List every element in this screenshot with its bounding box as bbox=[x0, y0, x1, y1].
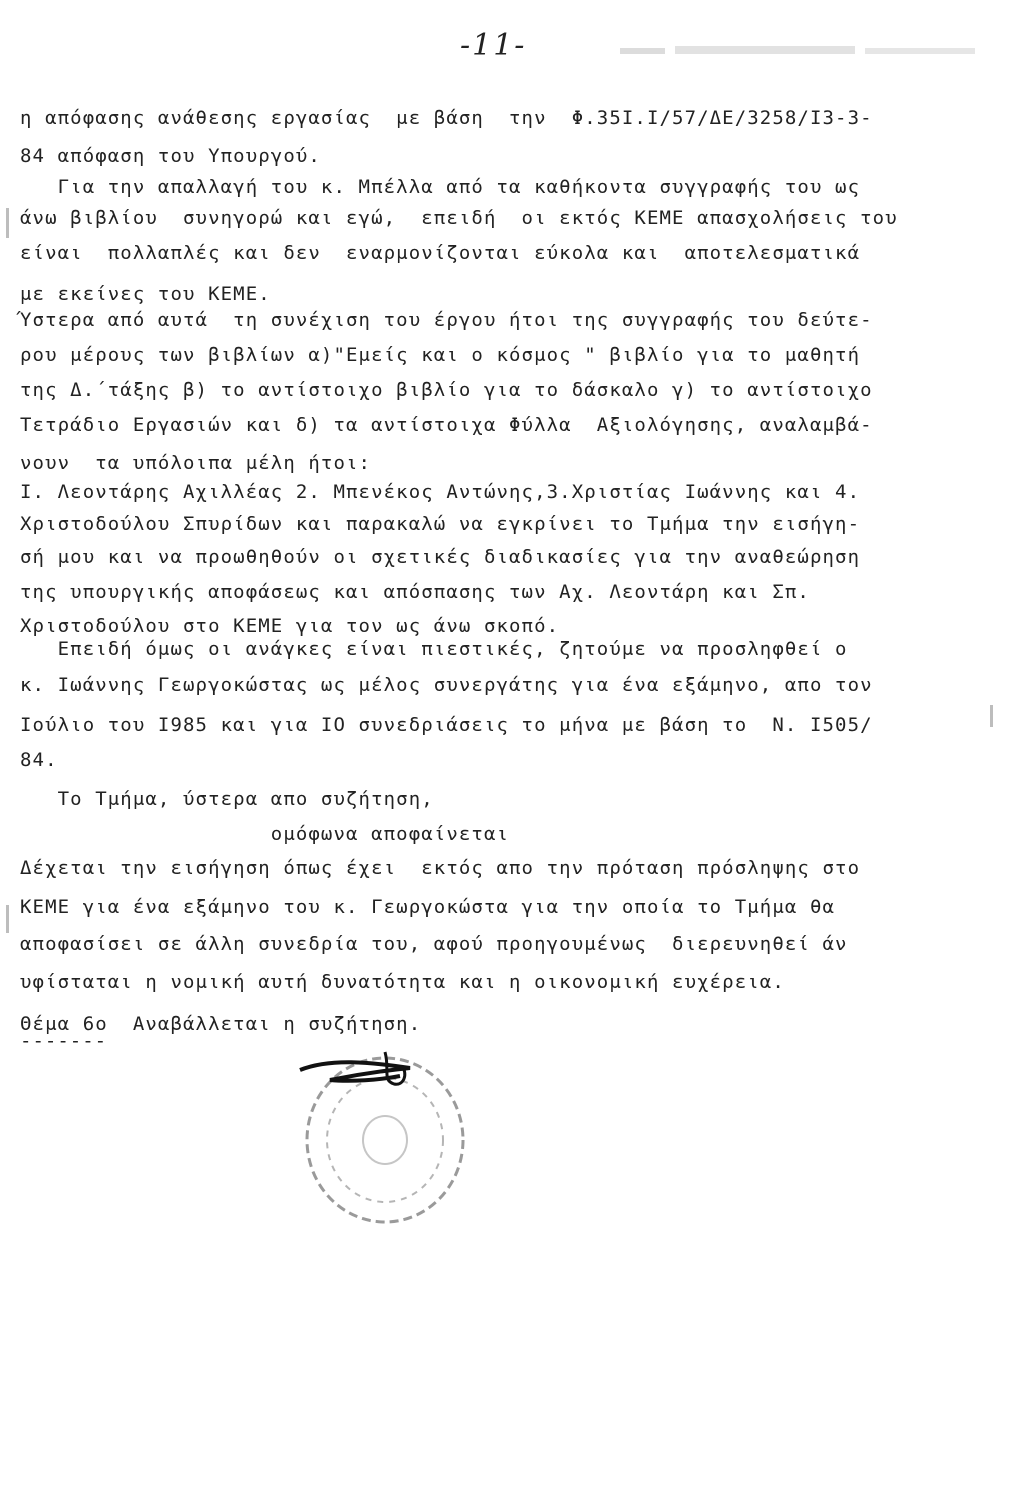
text-line: άνω βιβλίου συνηγορώ και εγώ, επειδή οι εκτός ΚΕΜΕ απασχολήσεις του bbox=[20, 207, 898, 229]
text-line: Τετράδιο Εργασιών και δ) τα αντίστοιχα Φύλλα Αξιολόγησης, αναλαμβά- bbox=[20, 414, 873, 436]
text-line: υφίσταται η νομική αυτή δυνατότητα και η οικονομική ευχέρεια. bbox=[20, 971, 785, 993]
text-line: Ύστερα από αυτά τη συνέχιση του έργου ήτοι της συγγραφής του δεύτε- bbox=[20, 309, 873, 331]
text-line: Για την απαλλαγή του κ. Μπέλλα από τα καθήκοντα συγγραφής του ως bbox=[20, 176, 861, 198]
text-line: κ. Ιωάννης Γεωργοκώστας ως μέλος συνεργάτης για ένα εξάμηνο, απο τον bbox=[20, 674, 873, 696]
text-line: αποφασίσει σε άλλη συνεδρία του, αφού προηγουμένως διερευνηθεί άν bbox=[20, 933, 848, 955]
margin-mark bbox=[6, 208, 9, 238]
text-line: 84. bbox=[20, 749, 58, 771]
text-line: ομόφωνα αποφαίνεται bbox=[20, 823, 510, 845]
bleed-through-marks bbox=[620, 40, 990, 62]
official-stamp bbox=[290, 1040, 470, 1230]
text-line: Δέχεται την εισήγηση όπως έχει εκτός απο την πρόταση πρόσληψης στο bbox=[20, 857, 861, 879]
text-line: με εκείνες του ΚΕΜΕ. bbox=[20, 283, 271, 305]
bleed-through-text bbox=[620, 40, 990, 62]
text-line: η απόφασης ανάθεσης εργασίας με βάση την Φ.35Ι.Ι/57/ΔΕ/3258/Ι3-3- bbox=[20, 107, 873, 129]
text-line: Ι. Λεοντάρης Αχιλλέας 2. Μπενέκος Αντώνης,3.Χριστίας Ιωάννης και 4. bbox=[20, 481, 861, 503]
heading-underline: ------- bbox=[20, 1030, 108, 1052]
text-line: Επειδή όμως οι ανάγκες είναι πιεστικές, ζητούμε να προσληφθεί ο bbox=[20, 638, 848, 660]
margin-mark bbox=[990, 705, 993, 727]
text-line: Ιούλιο του Ι985 και για ΙΟ συνεδριάσεις το μήνα με βάση το Ν. Ι505/ bbox=[20, 714, 873, 736]
text-line: 84 απόφαση του Υπουργού. bbox=[20, 145, 321, 167]
text-line: της Δ.΄τάξης β) το αντίστοιχο βιβλίο για το δάσκαλο γ) το αντίστοιχο bbox=[20, 379, 873, 401]
text-line: της υπουργικής αποφάσεως και απόσπασης των Αχ. Λεοντάρη και Σπ. bbox=[20, 581, 810, 603]
margin-mark bbox=[6, 905, 9, 933]
text-line: ρου μέρους των βιβλίων α)"Εμείς και ο κόσμος " βιβλίο για το μαθητή bbox=[20, 344, 861, 366]
text-line: Χριστοδούλου Σπυρίδων και παρακαλώ να εγκρίνει το Τμήμα την εισήγη- bbox=[20, 513, 861, 535]
text-line: Χριστοδούλου στο ΚΕΜΕ για τον ως άνω σκοπό. bbox=[20, 615, 560, 637]
text-line: ΚΕΜΕ για ένα εξάμηνο του κ. Γεωργοκώστα για την οποία το Τμήμα θα bbox=[20, 896, 836, 918]
page-number: -11- bbox=[460, 28, 527, 63]
text-line: είναι πολλαπλές και δεν εναρμονίζονται εύκολα και αποτελεσματικά bbox=[20, 242, 861, 264]
text-line: Το Τμήμα, ύστερα απο συζήτηση, bbox=[20, 788, 434, 810]
text-line: Θέμα 6ο Αναβάλλεται η συζήτηση. bbox=[20, 1013, 422, 1035]
text-line: νουν τα υπόλοιπα μέλη ήτοι: bbox=[20, 452, 372, 474]
text-line: σή μου και να προωθηθούν οι σχετικές διαδικασίες για την αναθεώρηση bbox=[20, 546, 861, 568]
